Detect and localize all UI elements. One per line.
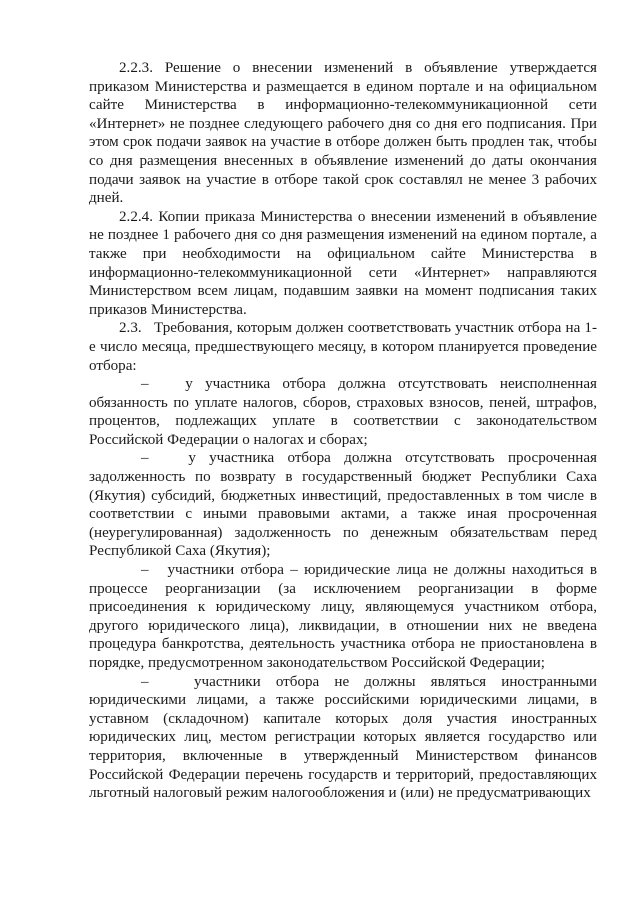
document-body [89, 59, 597, 803]
paragraph-2-3: 2.3. Требования, которым должен соответствовать участник отбора на 1-е число месяца, предшествующего месяцу, в котором планируется проведение отбора: [89, 320, 597, 374]
list-item-tax-obligations: – у участника отбора должна отсутствовать неисполненная обязанность по уплате налогов, сборов, страховых взносов, пеней, штрафов, процентов, подлежащих уплате в соответствии с законодательством Российской Федерации о налогах и сборах; [89, 376, 597, 448]
list-item-foreign-entities: – участники отбора не должны являться иностранными юридическими лицами, а также российскими юридическими лицами, в уставном (складочном) капитале которых доля участия иностранных юридических лиц, местом регистрации которых является государство или территория, включенные в утвержденный Министерством финансов Российской Федерации перечень государств и территорий, предоставляющих льготный налоговый режим налогообложения и (или) не предусматривающих [89, 673, 597, 802]
list-item-reorganization: – участники отбора – юридические лица не должны находиться в процессе реорганизации (за исключением реорганизации в форме присоединения к юридическому лицу, являющемуся участником отбора, другого юридического лица), ликвидации, в отношении них не введена процедура банкротства, деятельность участника отбора не приостановлена в порядке, предусмотренном законодательством Российской Федерации; [89, 562, 597, 671]
list-item-budget-debt: – у участника отбора должна отсутствовать просроченная задолженность по возврату в государственный бюджет Республики Саха (Якутия) субсидий, бюджетных инвестиций, предоставленных в том числе в соответствии с иными правовыми актами, а также иная просроченная (неурегулированная) задолженность по денежным обязательствам перед Республикой Саха (Якутия); [89, 450, 597, 560]
paragraph-2-2-3: 2.2.3. Решение о внесении изменений в объявление утверждается приказом Министерства и размещается в едином портале и на официальном сайте Министерства в информационно-телекоммуникационной сети «Интернет» не позднее следующего рабочего дня со дня его подписания. При этом срок подачи заявок на участие в отборе должен быть продлен так, чтобы со дня размещения внесенных в объявление изменений до даты окончания подачи заявок на участие в отборе такой срок составлял не менее 3 рабочих дней. [89, 60, 597, 207]
paragraph-2-2-4: 2.2.4. Копии приказа Министерства о внесении изменений в объявление не позднее 1 рабочего дня со дня размещения изменений на едином портале, а также при необходимости на официальном сайте Министерства в информационно-телекоммуникационной сети «Интернет» направляются Министерством всем лицам, подавшим заявки на момент подписания таких приказов Министерства. [89, 208, 597, 318]
